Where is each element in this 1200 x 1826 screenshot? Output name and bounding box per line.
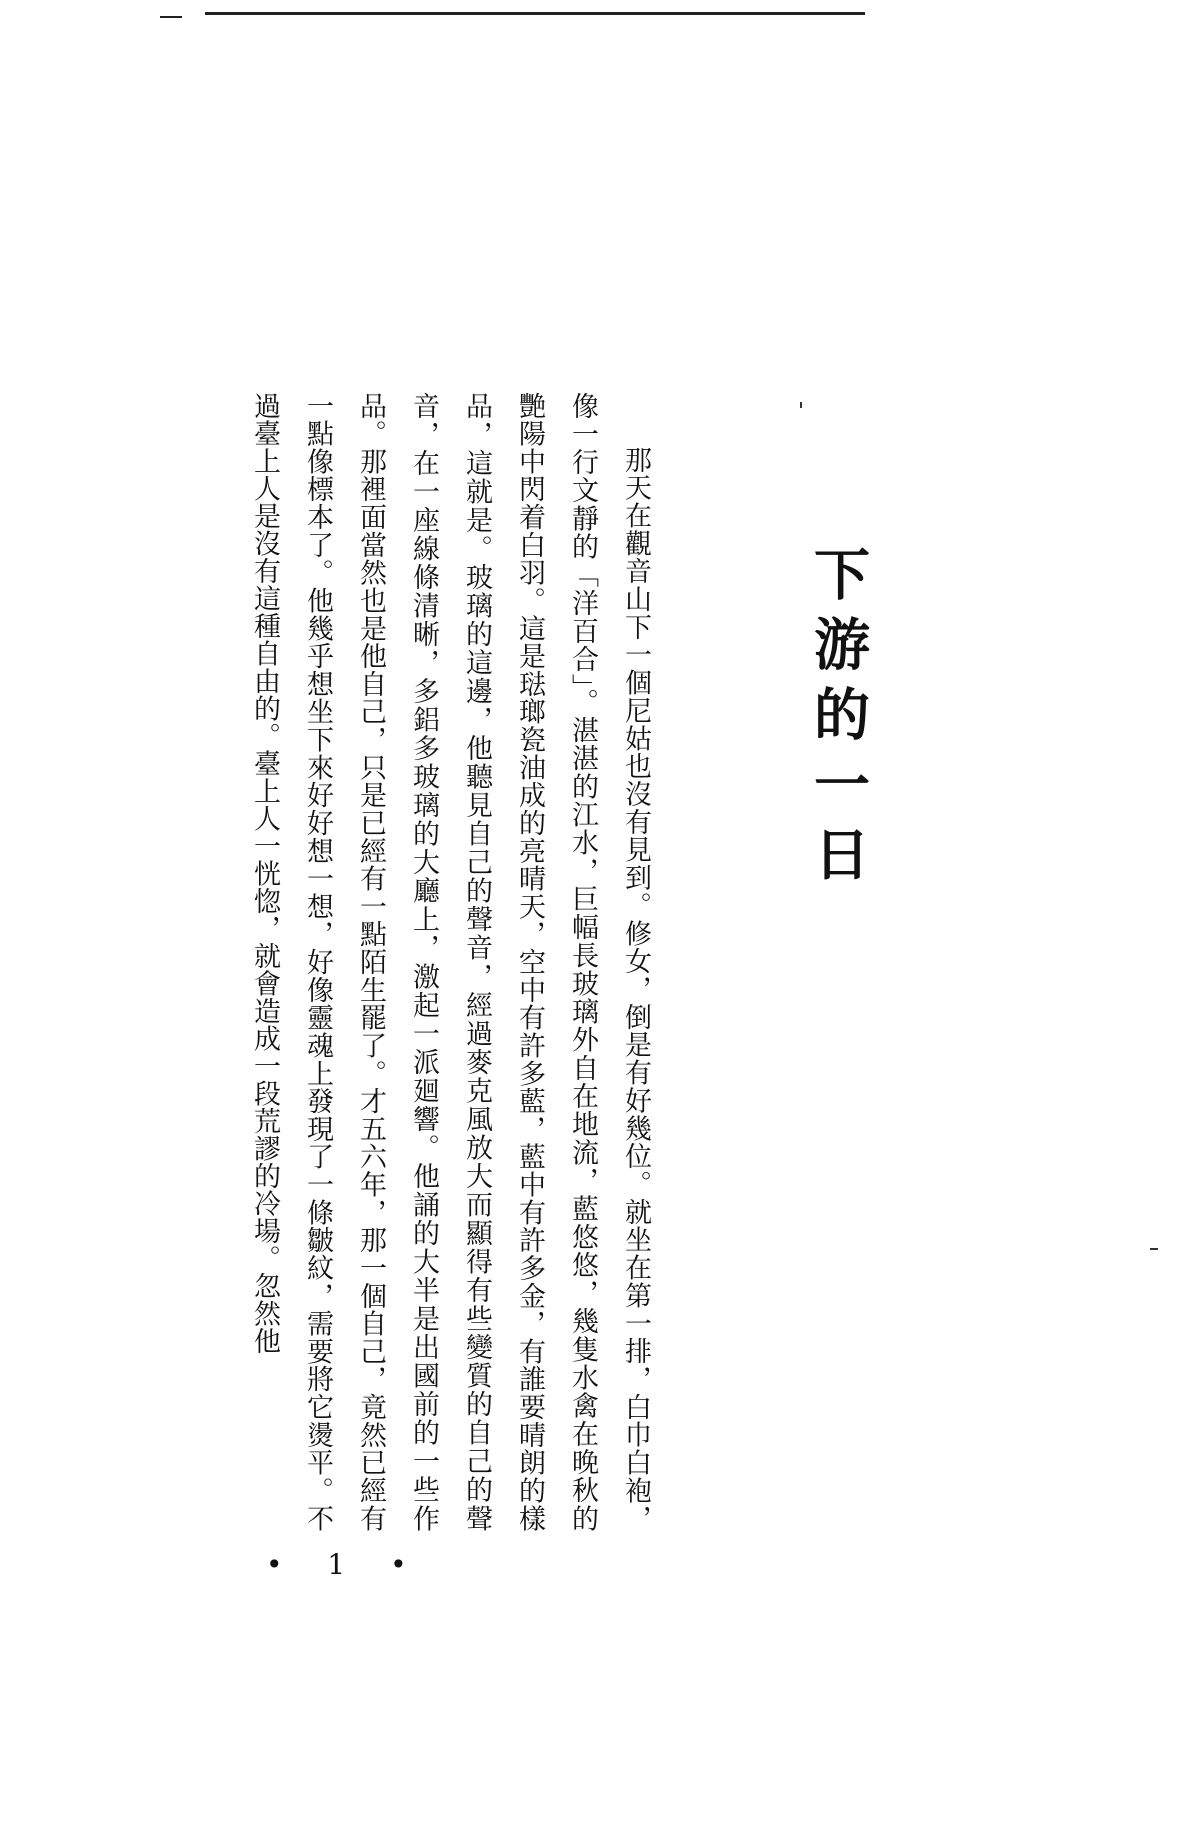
top-rule-long <box>205 12 865 15</box>
body-paragraph: 那天在觀音山下一個尼姑也沒有見到。修女，倒是有好幾位。就坐在第一排，白巾白袍，像一行文靜的「洋百合」。湛湛的江水，巨幅長玻璃外自在地流，藍悠悠，幾隻水禽在晚秋的艷陽中閃着白羽。這是琺瑯瓷油成的亮晴天，空中有許多藍，藍中有許多金，有誰要晴朗的樣品，這就是。玻璃的這邊，他聽見自己的聲音，經過麥克風放大而顯得有些變質的自己的聲音，在一座線條清晰，多鋁多玻璃的大廳上，激起一派廻響。他誦的大半是出國前的一些作品。那裡面當然也是他自己，只是已經有一點陌生罷了。才五六年，那一個自己，竟然已經有一點像標本了。他幾乎想坐下來好好想一想，好像靈魂上發現了一條皺紋，需要將它燙平。不過臺上人是沒有這種自由的。臺上人一恍惚，就會造成一段荒謬的冷場。忽然他 <box>249 392 651 1532</box>
top-rule-short <box>160 16 182 18</box>
scan-speck <box>1150 1248 1158 1250</box>
chapter-title: 下游的一日 <box>805 545 871 895</box>
scan-speck <box>800 402 802 408</box>
page-number: • 1 • <box>266 1548 425 1581</box>
body-text <box>222 392 662 1532</box>
